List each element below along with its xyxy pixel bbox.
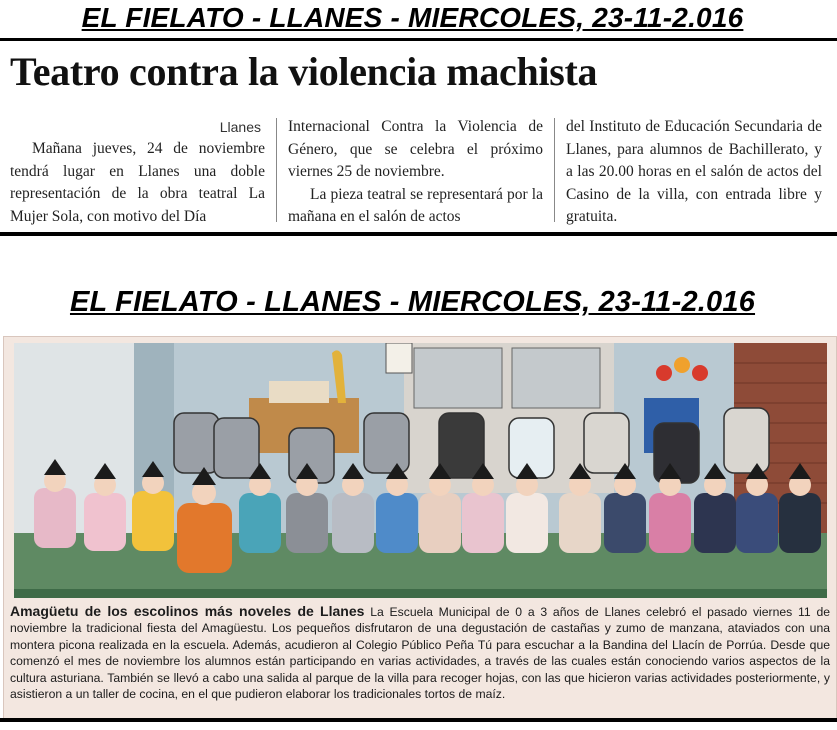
column-divider <box>276 118 277 222</box>
column-1-text: Mañana jueves, 24 de noviembre tendrá lugar en Llanes una doble representación de la obra teatral La Mujer Sola, con motivo del Día <box>10 140 265 225</box>
group-photo <box>14 343 827 598</box>
article-column-1 <box>10 116 265 228</box>
column-2-paragraph-2: La pieza teatral se representará por la mañana en el salón de actos <box>288 185 543 225</box>
article-column-2 <box>288 116 543 229</box>
article-headline: Teatro contra la violencia machista <box>10 49 598 94</box>
column-2-paragraph-1: Internacional Contra la Violencia de Género, que se celebra el próximo viernes 25 de noviembre. <box>288 118 543 180</box>
newspaper-header-top: EL FIELATO - LLANES - MIERCOLES, 23-11-2.016 <box>81 2 744 33</box>
column-divider <box>554 118 555 222</box>
bottom-rule <box>0 718 837 722</box>
photo-caption <box>10 603 830 702</box>
photo-clipping <box>3 336 837 720</box>
classroom-photo-illustration <box>14 343 827 598</box>
header-rule <box>0 38 837 41</box>
caption-title: Amagüetu de los escolinos más noveles de Llanes <box>10 603 365 619</box>
newspaper-header-bottom: EL FIELATO - LLANES - MIERCOLES, 23-11-2.016 <box>69 286 756 318</box>
caption-body: La Escuela Municipal de 0 a 3 años de Llanes celebró el pasado viernes 11 de noviembre la tradicional fiesta del Amagüestu. Los pequeños disfrutaron de una degustación de castañas y zumo de manzana, ataviados con una montera picona realizada en la escuela. Además, acudieron al Colegio Público Peña Tú para escuchar a la Bandina del Llacín de Porrúa. Desde que comenzó el mes de noviembre los alumnos están participando en varias actividades, a través de las cuales están conociendo varios aspectos de la cultura asturiana. También se llevó a cabo una salida al parque de la villa para recoger hojas, con las que hicieron varias actividades posteriormente, y asistieron a un taller de cocina, en el que pudieron elaborar los tradicionales tortos de maíz. <box>10 605 830 702</box>
dateline: Llanes <box>219 119 261 135</box>
section-divider <box>0 232 837 236</box>
column-3-text: del Instituto de Educación Secundaria de Llanes, para alumnos de Bachillerato, y a las 20.00 horas en el salón de actos del Casino de la villa, con entrada libre y gratuita. <box>566 118 822 225</box>
article-column-3 <box>566 116 822 229</box>
